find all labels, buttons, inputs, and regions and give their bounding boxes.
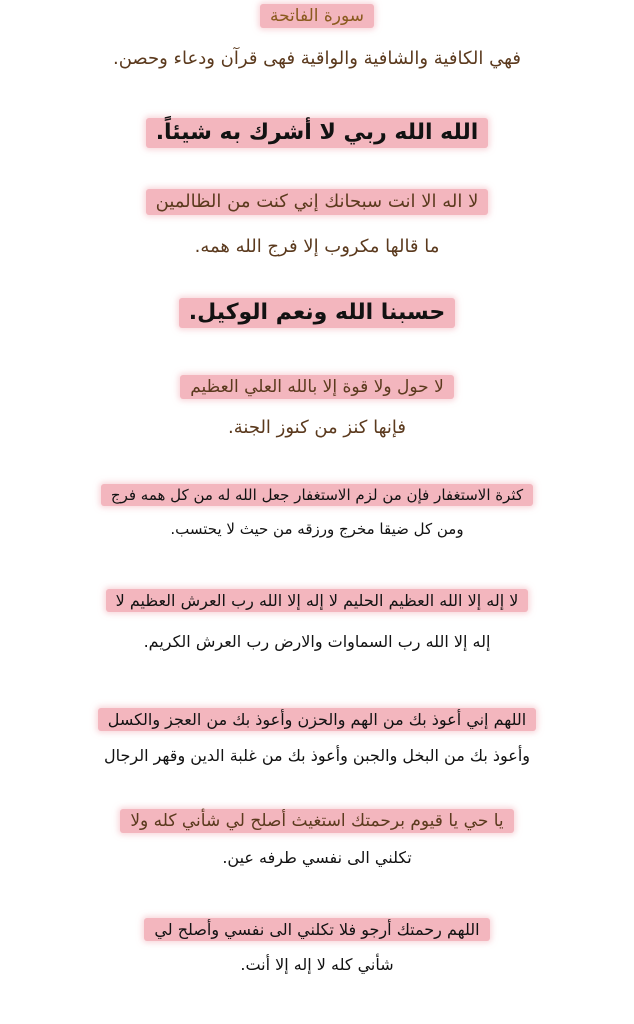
dua-istighfar-highlight: كثرة الاستغفار فإن من لزم الاستغفار جعل الله له من كل همه فرج [101, 484, 533, 506]
dua-karb-line-1 [0, 589, 634, 612]
dua-la-ilaha-anta-highlight: لا اله الا انت سبحانك إني كنت من الظالمين [146, 189, 489, 215]
dua-allah-rabbi-highlight: الله الله ربي لا أشرك به شيئاً. [146, 118, 489, 148]
surah-title-highlight: سورة الفاتحة [260, 4, 374, 28]
dua-allah-rabbi [0, 118, 634, 148]
dua-la-hawla [0, 375, 634, 399]
dua-ya-hayy-line-1 [0, 809, 634, 833]
dua-hasbuna [0, 298, 634, 328]
dua-hamm-line-1 [0, 708, 634, 731]
dua-istighfar-line-1 [0, 484, 634, 506]
dua-rahmatak-highlight: اللهم رحمتك أرجو فلا تكلني الى نفسي وأصلح لي [144, 918, 489, 941]
dua-hasbuna-highlight: حسبنا الله ونعم الوكيل. [179, 298, 456, 328]
dua-la-hawla-highlight: لا حول ولا قوة إلا بالله العلي العظيم [180, 375, 454, 399]
dua-hamm-line-2: وأعوذ بك من البخل والجبن وأعوذ بك من غلبة الدين وقهر الرجال [103, 746, 531, 765]
dua-la-hawla-note: فإنها كنز من كنوز الجنة. [228, 417, 406, 438]
surah-title-line [0, 4, 634, 28]
dua-ya-hayy-highlight: يا حي يا قيوم برحمتك استغيث أصلح لي شأني كله ولا [120, 809, 513, 833]
dua-karb-line-2: إله إلا الله رب السماوات والارض رب العرش الكريم. [143, 632, 491, 651]
dua-la-ilaha-anta-note: ما قالها مكروب إلا فرج الله همه. [194, 236, 440, 257]
dua-karb-highlight: لا إله إلا الله العظيم الحليم لا إله إلا الله رب العرش العظيم لا [106, 589, 529, 612]
dua-rahmatak-line-2: شأني كله لا إله إلا أنت. [240, 955, 394, 974]
dua-ya-hayy-line-2: تكلني الى نفسي طرفه عين. [222, 848, 412, 867]
dua-rahmatak-line-1 [0, 918, 634, 941]
fatiha-description: فهي الكافية والشافية والواقية فهى قرآن ودعاء وحصن. [112, 48, 522, 69]
dua-hamm-highlight: اللهم إني أعوذ بك من الهم والحزن وأعوذ بك من العجز والكسل [98, 708, 536, 731]
dua-istighfar-line-2: ومن كل ضيقا مخرج ورزقه من حيث لا يحتسب. [170, 520, 464, 538]
dua-la-ilaha-anta [0, 189, 634, 215]
